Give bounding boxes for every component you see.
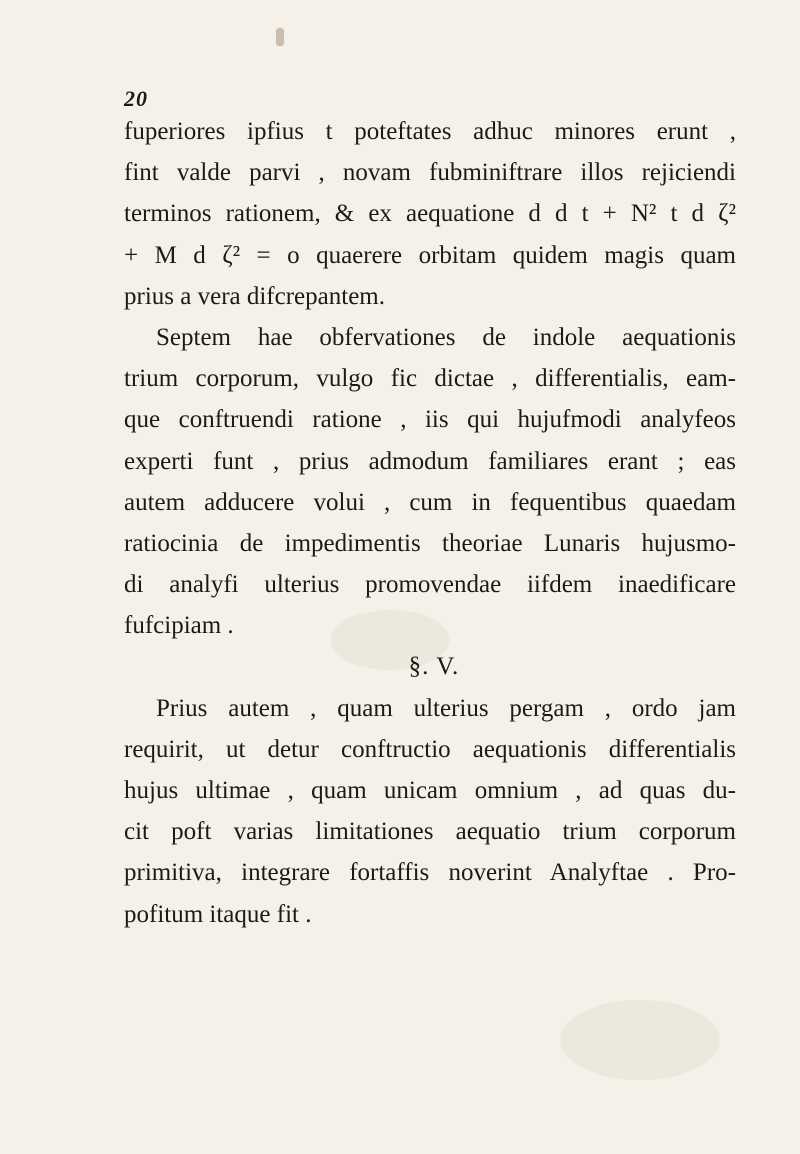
text-line: requirit, ut detur conftructio aequationis differentialis xyxy=(124,735,736,763)
text-line: prius a vera difcrepantem. xyxy=(124,282,385,310)
page-number: 20 xyxy=(124,86,148,111)
text-line: experti funt , prius admodum familiares erant ; eas xyxy=(124,447,736,475)
text-line: + M d ζ² = o quaerere orbitam quidem magis quam xyxy=(124,241,736,269)
section-heading: §. V. xyxy=(408,653,460,681)
text-line: trium corporum, vulgo fic dictae , differentialis, eam- xyxy=(124,365,736,393)
text-line: cit poft varias limitationes aequatio trium corporum xyxy=(124,818,736,846)
body-text xyxy=(124,111,736,935)
paragraph-start-line: Septem hae obfervationes de indole aequationis xyxy=(156,323,736,351)
text-line: hujus ultimae , quam unicam omnium , ad quas du- xyxy=(124,777,736,804)
text-line: di analyfi ulterius promovendae iifdem inaedificare xyxy=(124,571,736,599)
text-line: fuperiores ipfius t poteftates adhuc minores erunt , xyxy=(124,118,736,145)
paragraph-start-line: Prius autem , quam ulterius pergam , ordo jam xyxy=(156,694,736,722)
text-line: fint valde parvi , novam fubminiftrare illos rejiciendi xyxy=(124,159,736,187)
ink-mark xyxy=(276,28,284,46)
text-line: pofitum itaque fit . xyxy=(124,900,312,928)
paper-stain xyxy=(560,1000,720,1080)
text-line: que conftruendi ratione , iis qui hujufmodi analyfeos xyxy=(124,406,736,434)
text-line: ratiocinia de impedimentis theoriae Lunaris hujusmo- xyxy=(124,529,736,557)
text-line: autem adducere volui , cum in fequentibus quaedam xyxy=(124,488,736,516)
text-line: terminos rationem, & ex aequatione d d t + N² t d ζ² xyxy=(124,200,736,228)
text-line: fufcipiam . xyxy=(124,612,234,640)
text-line: primitiva, integrare fortaffis noverint Analyftae . Pro- xyxy=(124,859,736,887)
